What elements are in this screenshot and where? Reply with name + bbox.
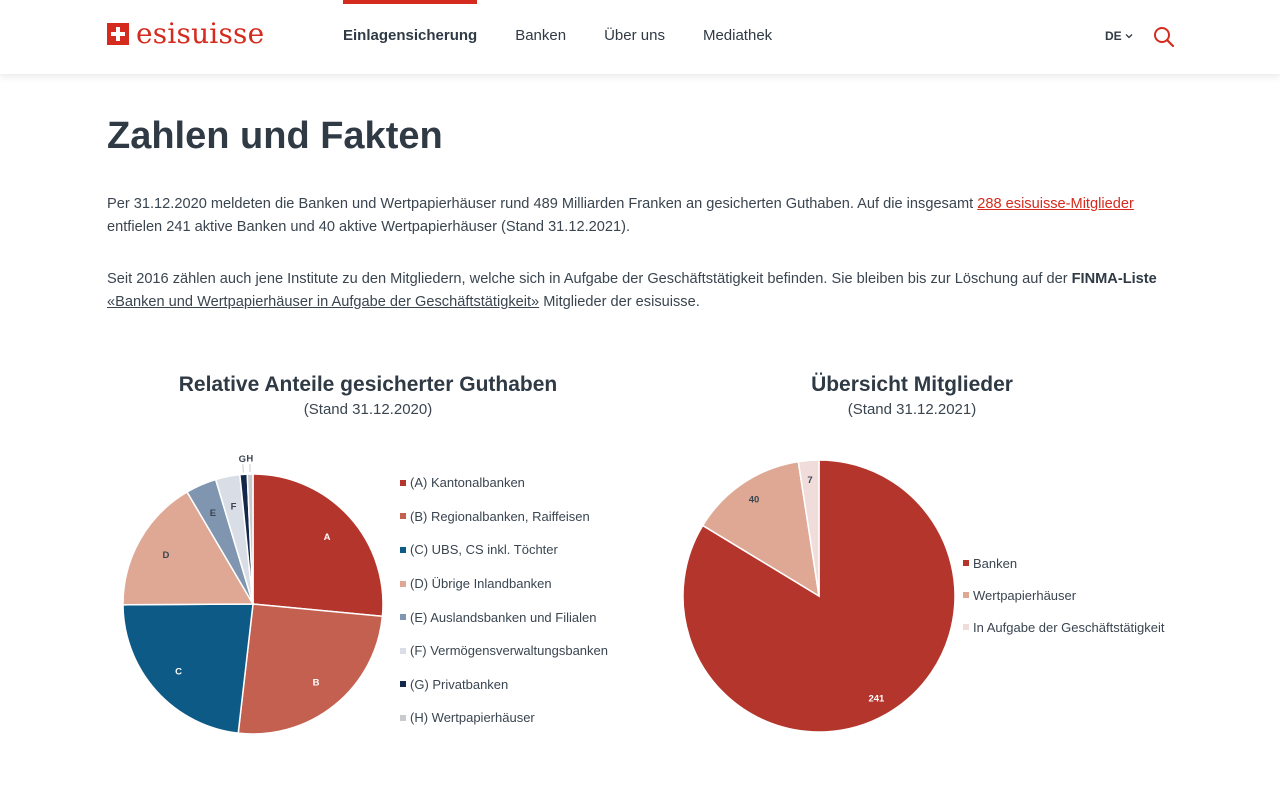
logo-text: esisuisse [136, 17, 265, 50]
chart1-subtitle: (Stand 31.12.2020) [303, 401, 433, 418]
intro-paragraph [107, 193, 1177, 238]
search-icon[interactable] [1153, 26, 1175, 48]
legend-item[interactable] [400, 600, 608, 634]
legend-label: (G) Privatbanken [410, 676, 509, 692]
legend-item[interactable] [400, 634, 608, 668]
page-title: Zahlen und Fakten [107, 115, 443, 157]
esisuisse-logo[interactable] [107, 17, 265, 50]
pie-label-d: D [162, 550, 170, 562]
legend-item[interactable] [400, 533, 608, 567]
finma-text-end: Mitglieder der esisuisse. [539, 293, 700, 310]
nav-item-ueber-uns[interactable]: Über uns [604, 27, 665, 44]
legend-swatch [963, 592, 969, 598]
pie-label-h: H [246, 453, 254, 465]
legend-label: (B) Regionalbanken, Raiffeisen [410, 508, 590, 524]
legend-swatch [400, 648, 406, 654]
language-selector[interactable] [1105, 29, 1133, 43]
pie-slice-a [253, 474, 383, 616]
legend-label: (D) Übrige Inlandbanken [410, 576, 552, 592]
chart2-subtitle: (Stand 31.12.2021) [847, 401, 977, 418]
legend-swatch [400, 581, 406, 587]
legend-label: Wertpapierhäuser [973, 587, 1077, 603]
site-header [0, 0, 1280, 74]
language-label: DE [1105, 29, 1122, 43]
pie-label-e: E [209, 507, 217, 519]
chevron-down-icon [1125, 33, 1133, 39]
chart1-title: Relative Anteile gesicherter Guthaben [178, 373, 558, 396]
pie-leader-line-g [243, 464, 244, 472]
legend-label: (F) Vermögensverwaltungsbanken [410, 643, 608, 659]
finma-list-link[interactable]: «Banken und Wertpapierhäuser in Aufgabe der Geschäftstätigkeit» [107, 293, 540, 310]
legend-label: (H) Wertpapierhäuser [410, 710, 535, 726]
pie-label-40: 40 [748, 494, 760, 506]
guthaben-pie-chart [110, 440, 400, 750]
finma-text-start: Seit 2016 zählen auch jene Institute zu den Mitgliedern, welche sich in Aufgabe der Geschäftstätigkeit befinden. Sie bleiben bis zur Löschung auf der [107, 271, 1072, 287]
intro-text-end: entfielen 241 aktive Banken und 40 aktive Wertpapierhäuser (Stand 31.12.2021). [107, 218, 631, 235]
nav-item-einlagensicherung[interactable]: Einlagensicherung [343, 0, 477, 74]
swiss-flag-icon [107, 23, 129, 45]
nav-item-mediathek[interactable]: Mediathek [702, 27, 773, 44]
legend-item[interactable] [400, 567, 608, 601]
legend-item[interactable] [400, 668, 608, 702]
pie-label-b: B [312, 677, 320, 689]
legend-item[interactable] [963, 579, 1165, 611]
nav-item-banken[interactable]: Banken [515, 27, 567, 44]
legend-swatch [400, 715, 406, 721]
legend-swatch [400, 513, 406, 519]
pie-label-241: 241 [868, 693, 885, 705]
legend-swatch [963, 560, 969, 566]
legend-label: In Aufgabe der Geschäftstätigkeit [973, 619, 1165, 635]
chart1-legend [400, 466, 608, 735]
pie-label-f: F [230, 501, 237, 513]
pie-label-c: C [175, 666, 182, 678]
legend-swatch [400, 614, 406, 620]
finma-paragraph [107, 268, 1177, 313]
legend-label: (C) UBS, CS inkl. Töchter [410, 542, 558, 558]
pie-slice-c [123, 604, 253, 733]
legend-label: Banken [973, 555, 1018, 571]
pie-label-g: G [238, 453, 247, 465]
legend-item[interactable] [963, 611, 1165, 643]
legend-item[interactable] [400, 466, 608, 500]
chart2-title: Übersicht Mitglieder [811, 373, 1013, 396]
legend-label: (A) Kantonalbanken [410, 475, 525, 491]
legend-item[interactable] [400, 701, 608, 735]
legend-swatch [963, 624, 969, 630]
chart2-legend [963, 547, 1165, 643]
pie-slice-b [238, 604, 382, 734]
legend-label: (E) Auslandsbanken und Filialen [410, 609, 597, 625]
main-nav [343, 0, 810, 74]
legend-swatch [400, 480, 406, 486]
pie-label-a: A [323, 532, 331, 544]
mitglieder-pie-chart [670, 450, 970, 750]
members-link[interactable]: 288 esisuisse-Mitglieder [977, 196, 1134, 212]
pie-label-7: 7 [807, 474, 813, 486]
legend-swatch [400, 547, 406, 553]
intro-text-start: Per 31.12.2020 meldeten die Banken und Wertpapierhäuser rund 489 Milliarden Franken an gesicherten Guthaben. Auf die insgesamt [107, 196, 978, 212]
finma-list-label: FINMA-Liste [1071, 271, 1157, 287]
legend-swatch [400, 681, 406, 687]
legend-item[interactable] [963, 547, 1165, 579]
legend-item[interactable] [400, 500, 608, 534]
